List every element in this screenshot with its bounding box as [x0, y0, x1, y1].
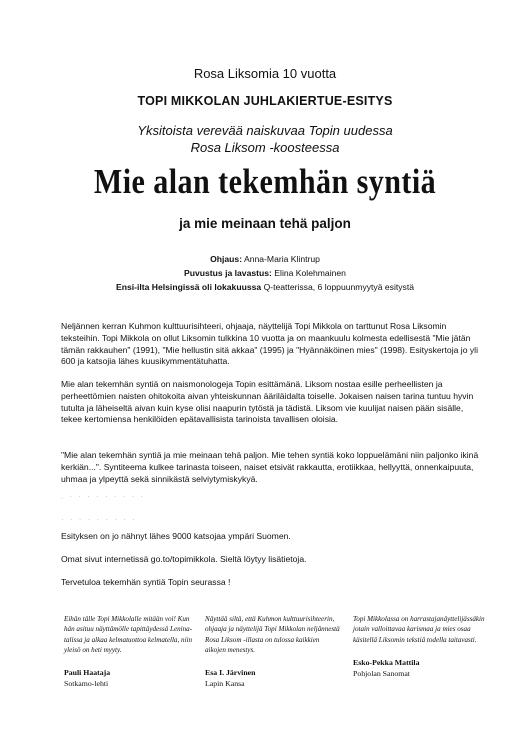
credit-costume-label: Puvustus ja lavastus: [184, 268, 272, 278]
author-source: Lapin Kansa [205, 678, 245, 688]
subtitle [0, 122, 530, 156]
author-source: Pohjolan Sanomat [353, 668, 410, 678]
subtitle-line1: Yksitoista verevää naiskuvaa Topin uudessa [137, 123, 393, 138]
subtitle-line2: Rosa Liksom -koosteessa [190, 140, 340, 155]
review-quote-3: Topi Mikkolassa on harrastajanäyttelijässäkin jotain valloittavaa karismaa ja mies osaa käsitellä Liksomin tekstiä todella taitavasti. [353, 615, 485, 644]
paragraph-4: Esityksen on jo nähnyt lähes 9000 katsojaa ympäri Suomen. [61, 531, 291, 541]
credit-directing-label: Ohjaus: [210, 254, 243, 264]
faint-text-1: . · · · · · · · · · [61, 492, 146, 501]
credit-premiere-value: Q-teatterissa, 6 loppuunmyytyä esitystä [263, 282, 415, 292]
credit-premiere-label: Ensi-ilta Helsingissä oli lokakuussa [115, 282, 262, 292]
credit-premiere [0, 280, 530, 294]
review-author-3 [353, 658, 420, 679]
author-name: Esa I. Järvinen [205, 668, 256, 677]
credit-costume [0, 266, 530, 280]
credit-directing-value: Anna-Maria Klintrup [243, 254, 320, 264]
credit-directing [0, 252, 530, 266]
header-line2: TOPI MIKKOLAN JUHLAKIERTUE-ESITYS [137, 94, 393, 108]
paragraph-6: Tervetuloa tekemhän syntiä Topin seurassa ! [61, 577, 231, 587]
paragraph-5: Omat sivut internetissä go.to/topimikkola. Sieltä löytyy lisätietoja. [61, 554, 307, 564]
main-subtitle: ja mie meinaan tehä paljon [179, 216, 351, 231]
header-line1: Rosa Liksomia 10 vuotta [193, 66, 337, 81]
paragraph-1: Neljännen kerran Kuhmon kulttuurisihteeri, ohjaaja, näyttelijä Topi Mikkola on tarttunut Rosa Liksomin teksteihin. Topi Mikkola on ollut Liksomin tulkkina 10 vuotta ja on maankuulu kolmesta edellisestä "Mie jätän tämän rakkauhen" (1991), "Mie hellustin sitä akkaa" (1995) ja "Hyännäköinen mies" (1998). Esityskertoja jo yli 600 ja katsojia lähes kuusikymmentätuhatta. [61, 321, 478, 367]
author-name: Pauli Haataja [64, 668, 111, 677]
credit-costume-value: Elina Kolehmainen [274, 268, 346, 278]
review-quote-2: Näyttää siltä, että Kuhmon kulttuurisihteerin, ohjaaja ja näyttelijä Topi Mikkolan neljännestä Rosa Liksom -illasta on tulossa kaikkien aikojen menestys. [205, 615, 340, 654]
faint-text-2: · · · · · · · · · [61, 515, 137, 524]
review-author-2 [205, 668, 255, 689]
author-source: Sotkamo-lehti [64, 678, 109, 688]
paragraph-2: Mie alan tekemhän syntiä on naismonologeja Topin esittämänä. Liksom nostaa esille perheellisten ja perheettömien naisten ohitokoita aivan yhteiskunnan ääriläidalta toiselle. Jokaisen naisen tarina tuntuu hyvin tutulta ja läheiseltä aivan kuin kyse olisi naapurin tytöstä ja tädistä. Liksom vie kuulijat naisen pään sisälle, tekee kertomiensa henkilöiden epätavallisista tarinoista tavallisen oloisia. [61, 379, 474, 425]
credits [0, 252, 530, 294]
review-quote-1: Eihän tälle Topi Mikkolalle mitään voi! Kun hän asituu näyttämölle tapittäydessä Lenina-talissa ja alkaa kelmatuottoa kelmatella, niin yleisö on heti myyty. [64, 615, 193, 654]
paragraph-3: "Mie alan tekemhän syntiä ja mie meinaan tehä paljon. Mie tehen syntiä koko loppuelämäni niin paljonko ikinä kerkiän...". Syntiteema kulkee tarinasta toiseen, naiset etsivät rakkautta, erotiikkaa, hellyyttä, onnenkaipuuta, uhmaa ja ylpeyttä sekä sinnikästä selviytymiskykyä. [61, 450, 479, 484]
author-name: Esko-Pekka Mattila [353, 658, 420, 667]
review-author-1 [64, 668, 110, 689]
main-title: Mie alan tekemhän syntiä [93, 162, 437, 201]
